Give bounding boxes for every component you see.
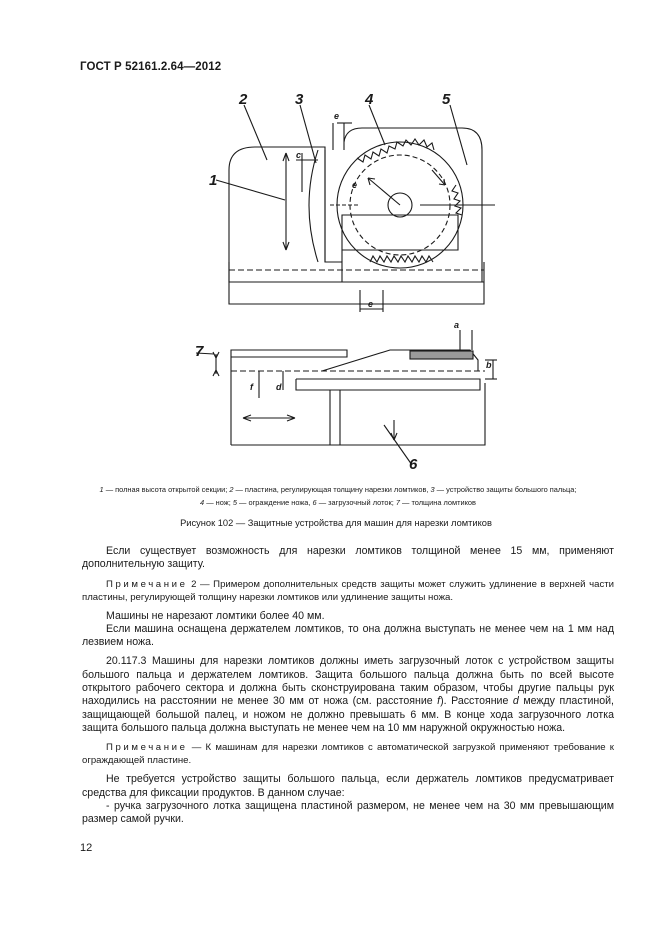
paragraph-2: Машины не нарезают ломтики более 40 мм.	[106, 609, 325, 622]
dim-f: f	[250, 382, 253, 392]
dim-a: a	[454, 320, 460, 330]
legend-num-3: 3	[430, 485, 435, 494]
paragraph-4	[82, 655, 614, 735]
callout-6: 6	[409, 456, 418, 473]
legend-num-4: 4	[200, 497, 205, 507]
figure-legend	[82, 484, 594, 509]
slice-plate-side	[296, 379, 480, 445]
note-2-text: — К машинам для нарезки ломтиков с автоматической загрузкой применяют требование к ограждающей пластине.	[82, 742, 614, 767]
legend-num-5: 5	[232, 497, 237, 507]
note-1-text: 2 — Примером дополнительных средств защиты может служить удлинение в верхней части пластины, регулирующей толщину нарезки ломтиков или удлинение защиты ножа.	[82, 578, 614, 603]
paragraph-4-d: d	[512, 695, 519, 708]
figure-caption: Рисунок 102 — Защитные устройства для машин для нарезки ломтиков	[180, 518, 492, 528]
callout-5: 5	[442, 91, 451, 108]
paragraph-4-part-b: ). Расстояние	[440, 695, 513, 708]
paragraph-4-f: f	[437, 695, 441, 708]
legend-text-6: — загрузочный лоток;	[316, 497, 396, 507]
paragraph-4-part-c: между пластиной, защищающей большой палец, и ножом не должно превышать 6 мм. В конце хода загрузочного лотка защита большого пальца должна выступать не менее чем на 10 мм наружной окружностью ножа.	[82, 695, 614, 734]
knife-blade-side	[410, 351, 473, 359]
callout-1: 1	[209, 172, 218, 189]
page-number: 12	[80, 842, 93, 854]
note-1	[82, 578, 614, 604]
legend-text-5: — ограждение ножа,	[236, 497, 313, 507]
paragraph-3: Если машина оснащена держателем ломтиков, то она должна выступать не менее чем на 1 мм над лезвием ножа.	[82, 622, 614, 649]
note-2-label: Примечание	[106, 742, 188, 754]
legend-text-3: — устройство защиты большого пальца;	[434, 485, 577, 494]
paragraph-4-part-a: 20.117.3 Машины для нарезки ломтиков должны иметь загрузочный лоток с устройством защиты большого пальца и держателем ломтиков. Защита большого пальца должна быть по всей высоте открытого рабочего сектора и должна быть сконструирована таким образом, чтобы другие пальцы рук находились на расстоянии не менее 30 мм от ножа (см. расстояние	[82, 655, 614, 708]
note-1-label: Примечание	[106, 578, 188, 590]
paragraph-5: Не требуется устройство защиты большого пальца, если держатель ломтиков предусматривает средства для фиксации продуктов. В данном случае:	[82, 773, 614, 799]
legend-num-2: 2	[229, 485, 234, 494]
dim-b: b	[486, 360, 492, 370]
paragraph-1: Если существует возможность для нарезки ломтиков толщиной менее 15 мм, применяют дополнительную защиту.	[82, 545, 614, 571]
callout-3: 3	[295, 91, 304, 108]
legend-num-7: 7	[395, 497, 400, 507]
paragraph-6: - ручка загрузочного лотка защищена пластиной размером, не менее чем на 30 мм превышающим размер самой ручки.	[82, 799, 614, 826]
legend-text-4: — нож;	[204, 497, 233, 507]
body-text	[82, 545, 614, 832]
dim-e-bottom: e	[368, 299, 374, 309]
document-header: ГОСТ Р 52161.2.64—2012	[80, 61, 222, 73]
legend-text-2: — пластина, регулирующая толщину нарезки ломтиков,	[233, 485, 431, 494]
callout-7: 7	[195, 343, 204, 360]
dim-d: d	[276, 382, 282, 392]
legend-num-6: 6	[312, 497, 317, 507]
thumb-guard-top	[309, 150, 318, 262]
slice-plate-top	[342, 215, 458, 262]
note-2	[82, 741, 614, 767]
dim-e-mid: e	[352, 180, 358, 190]
dim-c: c	[296, 150, 302, 160]
dim-e-top: e	[334, 111, 340, 121]
machine-base-top	[229, 262, 484, 304]
callout-2: 2	[239, 91, 248, 108]
legend-text-1: — полная высота открытой секции;	[103, 485, 230, 494]
legend-text-7: — толщина ломтиков	[399, 497, 476, 507]
callout-4: 4	[365, 91, 374, 108]
legend-num-1: 1	[99, 485, 104, 494]
